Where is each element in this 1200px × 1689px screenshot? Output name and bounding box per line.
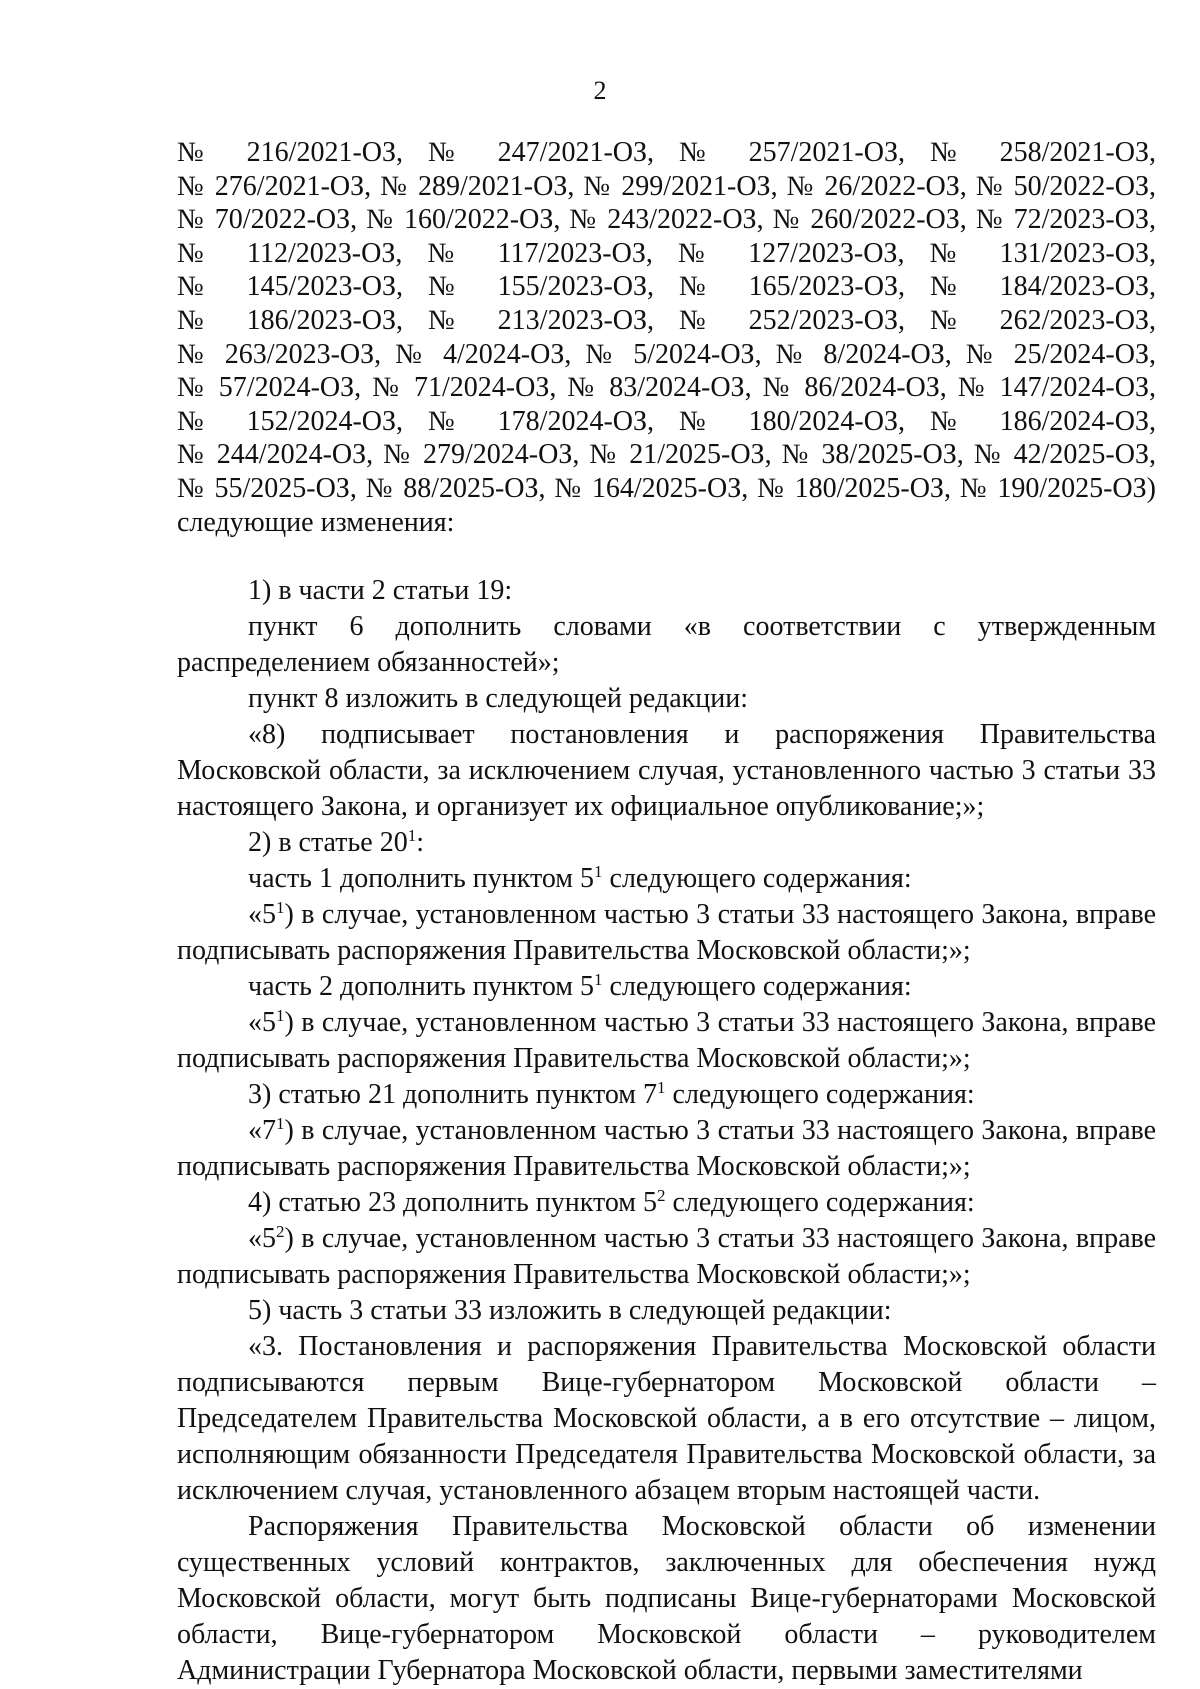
law-list-paragraph <box>177 136 1156 539</box>
law-list-line: № 263/2023-ОЗ, № 4/2024-ОЗ, № 5/2024-ОЗ, № 8/2024-ОЗ, № 25/2024-ОЗ, <box>177 338 1156 370</box>
text-segment: часть 1 дополнить пунктом 5 <box>248 863 595 895</box>
law-list-line: № 216/2021-ОЗ, № 247/2021-ОЗ, № 257/2021-ОЗ, № 258/2021-ОЗ, <box>177 137 1156 168</box>
text-segment: «7 <box>248 1115 276 1147</box>
paragraph: Распоряжения Правительства Московской области об изменении существенных условий контрактов, заключенных для обеспечения нужд Московской области, могут быть подписаны Вице-губернаторами Московской области, Вице-губернатором Московской области – руководителем Администрации Губернатора Московской области, первыми заместителями <box>177 1511 1156 1687</box>
superscript: 2 <box>657 1186 666 1206</box>
document-body <box>177 136 1156 1689</box>
paragraph <box>177 969 1156 1005</box>
paragraph: «3. Постановления и распоряжения Правительства Московской области подписываются первым Вице-губернатором Московской области – Председателем Правительства Московской области, а в его отсутствие – лицом, исполняющим обязанности Председателя Правительства Московской области, за исключением случая, установленного абзацем вторым настоящей части. <box>177 1331 1156 1507</box>
law-list-line: № 186/2023-ОЗ, № 213/2023-ОЗ, № 252/2023-ОЗ, № 262/2023-ОЗ, <box>177 304 1156 336</box>
law-list-line: следующие изменения: <box>177 506 455 538</box>
text-segment: ) в случае, установленном частью 3 статьи 33 настоящего Закона, вправе подписывать распоряжения Правительства Московской области;»; <box>177 1223 1156 1291</box>
superscript: 1 <box>276 1006 285 1026</box>
text-segment: ) в случае, установленном частью 3 статьи 33 настоящего Закона, вправе подписывать распоряжения Правительства Московской области;»; <box>177 1115 1156 1183</box>
superscript: 1 <box>276 898 285 918</box>
law-list-line: № 244/2024-ОЗ, № 279/2024-ОЗ, № 21/2025-ОЗ, № 38/2025-ОЗ, № 42/2025-ОЗ, <box>177 439 1156 471</box>
law-list-line: № 145/2023-ОЗ, № 155/2023-ОЗ, № 165/2023-ОЗ, № 184/2023-ОЗ, <box>177 271 1156 303</box>
superscript: 2 <box>276 1222 285 1242</box>
text-segment: 3) статью 21 дополнить пунктом 7 <box>248 1079 658 1111</box>
law-list-line: № 152/2024-ОЗ, № 178/2024-ОЗ, № 180/2024-ОЗ, № 186/2024-ОЗ, <box>177 405 1156 437</box>
text-segment: следующего содержания: <box>665 1187 975 1219</box>
paragraph <box>177 1077 1156 1113</box>
text-segment: часть 2 дополнить пунктом 5 <box>248 971 595 1003</box>
paragraph <box>177 1005 1156 1077</box>
text-segment: «5 <box>248 1223 276 1255</box>
law-list-line: № 70/2022-ОЗ, № 160/2022-ОЗ, № 243/2022-ОЗ, № 260/2022-ОЗ, № 72/2023-ОЗ, <box>177 204 1156 236</box>
superscript: 1 <box>594 862 603 882</box>
paragraph: 1) в части 2 статьи 19: <box>248 575 513 607</box>
law-list-line: № 112/2023-ОЗ, № 117/2023-ОЗ, № 127/2023-ОЗ, № 131/2023-ОЗ, <box>177 237 1156 269</box>
text-segment: ) в случае, установленном частью 3 статьи 33 настоящего Закона, вправе подписывать распоряжения Правительства Московской области;»; <box>177 899 1156 967</box>
text-segment: «5 <box>248 899 276 931</box>
amendments <box>177 573 1156 1689</box>
paragraph: пункт 8 изложить в следующей редакции: <box>248 683 748 715</box>
superscript: 1 <box>407 826 417 846</box>
text-segment: следующего содержания: <box>602 863 912 895</box>
text-segment: «5 <box>248 1007 276 1039</box>
text-segment: 4) статью 23 дополнить пунктом 5 <box>248 1187 658 1219</box>
text-segment: следующего содержания: <box>665 1079 975 1111</box>
paragraph <box>177 1185 1156 1221</box>
paragraph <box>177 825 1156 861</box>
paragraph <box>177 861 1156 897</box>
paragraph <box>177 897 1156 969</box>
law-list-line: № 276/2021-ОЗ, № 289/2021-ОЗ, № 299/2021-ОЗ, № 26/2022-ОЗ, № 50/2022-ОЗ, <box>177 170 1156 202</box>
superscript: 1 <box>276 1114 285 1134</box>
superscript: 1 <box>657 1078 666 1098</box>
paragraph: «8) подписывает постановления и распоряжения Правительства Московской области, за исключением случая, установленного частью 3 статьи 33 настоящего Закона, и организует их официальное опубликование;»; <box>177 719 1156 823</box>
superscript: 1 <box>594 970 603 990</box>
law-list-line: № 57/2024-ОЗ, № 71/2024-ОЗ, № 83/2024-ОЗ, № 86/2024-ОЗ, № 147/2024-ОЗ, <box>177 372 1156 404</box>
paragraph: 5) часть 3 статьи 33 изложить в следующей редакции: <box>248 1295 892 1327</box>
text-segment: 2) в статье 20 <box>248 827 408 859</box>
text-segment: : <box>416 827 424 859</box>
paragraph <box>177 1113 1156 1185</box>
law-list-line: № 55/2025-ОЗ, № 88/2025-ОЗ, № 164/2025-ОЗ, № 180/2025-ОЗ, № 190/2025-ОЗ) <box>177 472 1156 504</box>
page-number: 2 <box>593 76 607 105</box>
paragraph: пункт 6 дополнить словами «в соответствии с утвержденным распределением обязанностей»; <box>177 611 1156 679</box>
text-segment: следующего содержания: <box>602 971 912 1003</box>
paragraph <box>177 1221 1156 1293</box>
text-segment: ) в случае, установленном частью 3 статьи 33 настоящего Закона, вправе подписывать распоряжения Правительства Московской области;»; <box>177 1007 1156 1075</box>
